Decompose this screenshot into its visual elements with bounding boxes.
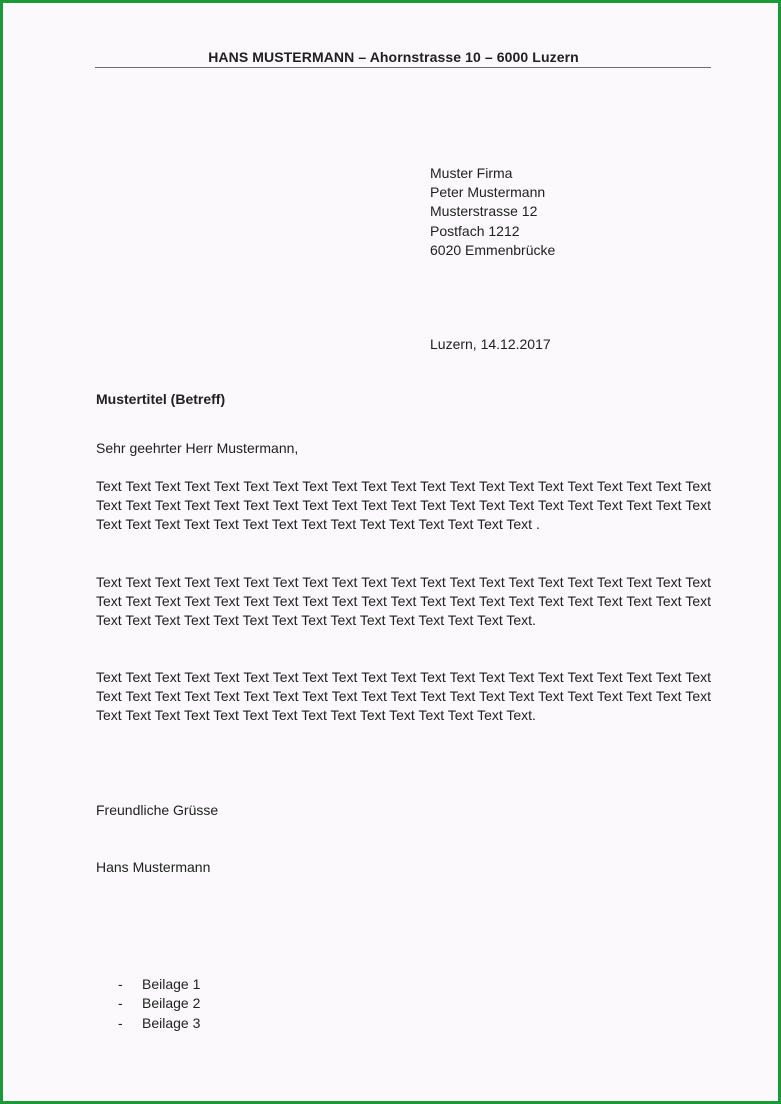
enclosure-label: Beilage 3 [142, 1014, 201, 1031]
closing-greeting [96, 802, 218, 818]
closing-greeting-text: Freundliche Grüsse [96, 802, 219, 818]
body-paragraph-3: Text Text Text Text Text Text Text Text Text Text Text Text Text Text Text Text Text Text Text Text Text Text Text Text Text Text Text Text Text Text Text Text Text Text Text Text Text Text Text Text Text Text Text Text Text Text Text Text Text Text Text Text Text Text Text Text Text. [96, 669, 711, 724]
enclosure-label: Beilage 1 [142, 976, 201, 992]
recipient-address [430, 164, 555, 260]
enclosure-label: Beilage 2 [142, 995, 201, 1012]
recipient-street: Musterstrasse 12 [430, 203, 538, 220]
letterhead-divider [95, 67, 711, 68]
enclosure-bullet: - [118, 976, 123, 992]
enclosure-bullet: - [118, 995, 123, 1012]
enclosure-item-3 [118, 1014, 200, 1033]
letter-salutation: Sehr geehrter Herr Mustermann, [96, 440, 299, 456]
enclosure-item-2 [118, 994, 200, 1013]
letterhead-title: HANS MUSTERMANN – Ahornstrasse 10 – 6000 Luzern [208, 49, 579, 65]
recipient-company: Muster Firma [430, 165, 513, 181]
enclosure-bullet: - [118, 1014, 123, 1031]
enclosure-list [118, 975, 200, 1033]
letter-subject: Mustertitel (Betreff) [96, 391, 226, 407]
recipient-city: 6020 Emmenbrücke [430, 241, 556, 258]
signature-name-text: Hans Mustermann [96, 859, 211, 875]
letter-date: Luzern, 14.12.2017 [430, 336, 551, 352]
enclosure-item-1 [118, 975, 200, 994]
recipient-po-box: Postfach 1212 [430, 222, 520, 239]
recipient-name: Peter Mustermann [430, 184, 546, 201]
body-paragraph-2: Text Text Text Text Text Text Text Text Text Text Text Text Text Text Text Text Text Text Text Text Text Text Text Text Text Text Text Text Text Text Text Text Text Text Text Text Text Text Text Text Text Text Text Text Text Text Text Text Text Text Text Text Text Text Text Text Text. [96, 574, 711, 629]
body-paragraph-1: Text Text Text Text Text Text Text Text Text Text Text Text Text Text Text Text Text Text Text Text Text Text Text Text Text Text Text Text Text Text Text Text Text Text Text Text Text Text Text Text Text Text Text Text Text Text Text Text Text Text Text Text Text Text Text Text Text . [96, 478, 711, 533]
signature-name [96, 859, 210, 875]
